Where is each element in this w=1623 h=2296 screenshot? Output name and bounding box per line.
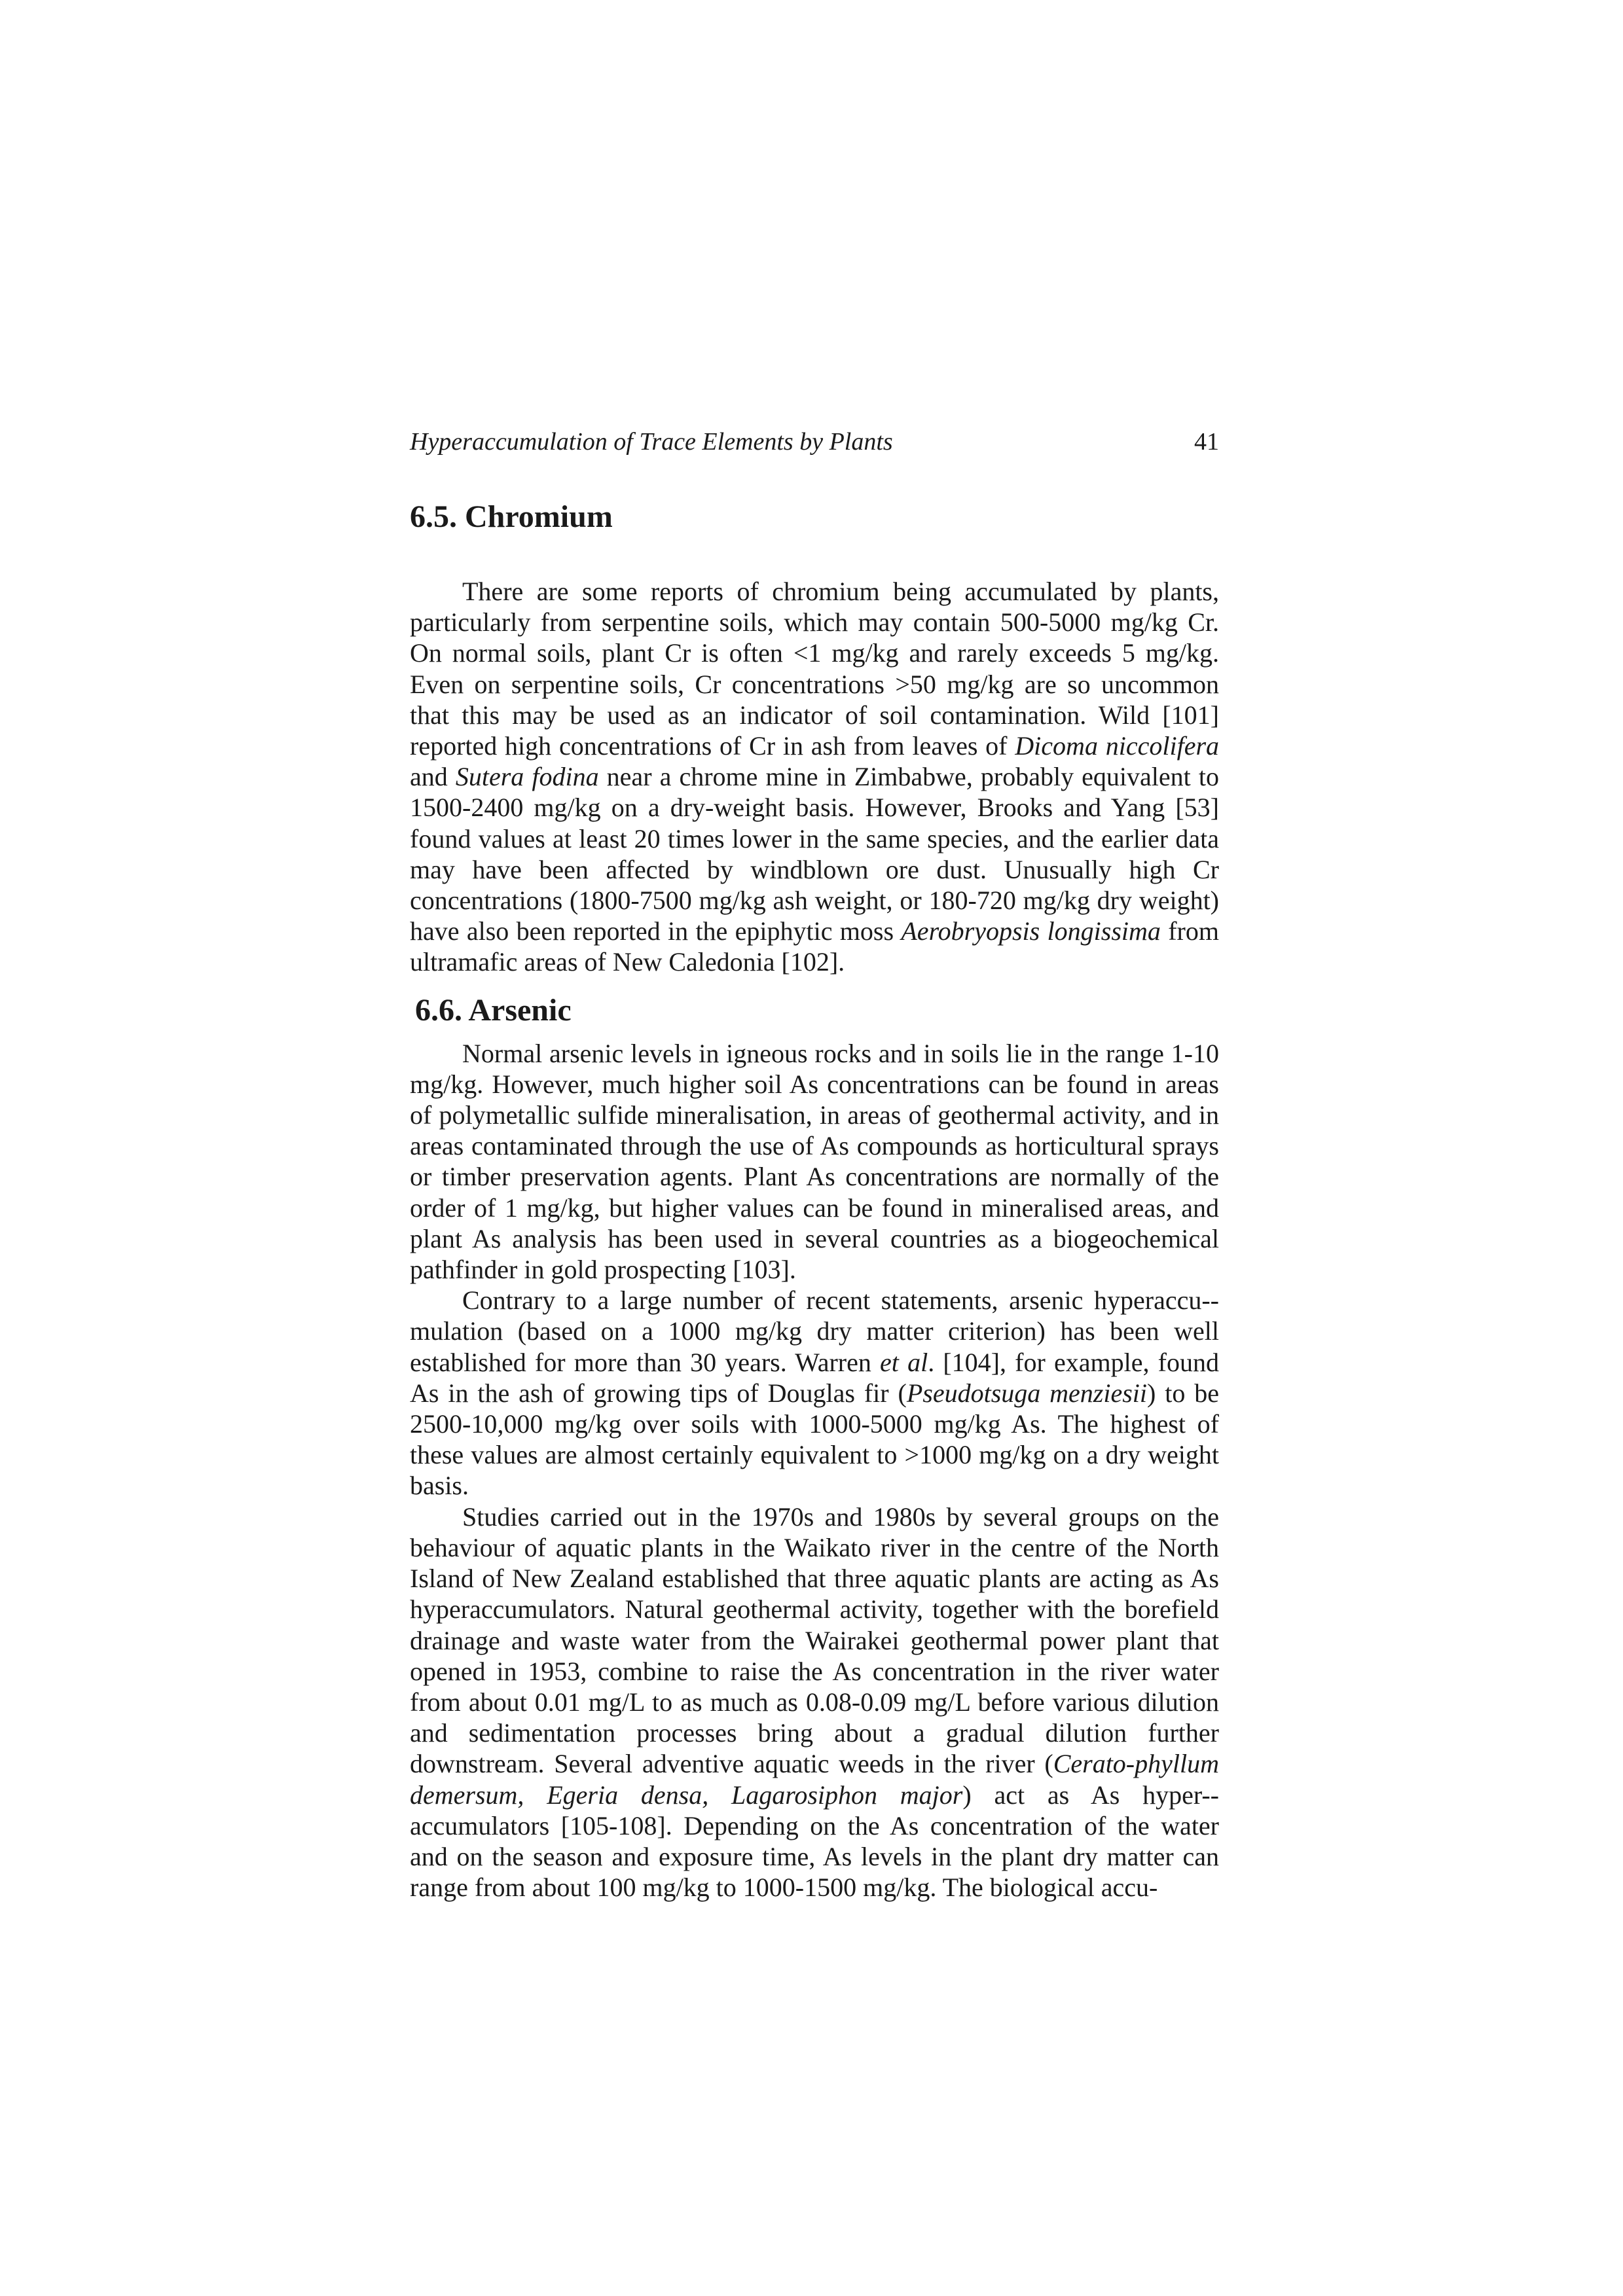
running-title: Hyperaccumulation of Trace Elements by Plants: [410, 428, 893, 456]
section-arsenic: [410, 992, 1219, 1903]
running-header: [410, 427, 1219, 457]
italic-text: et al: [880, 1347, 928, 1377]
text-run: near a chrome mine in Zimbabwe, probably equivalent to 1500-2400 mg/kg on a dry-weight basis. However, Brooks and Yang [53] found values at least 20 times lower in the same species, and the earlier data may have been affected by windblown ore dust. Unusually high Cr concentrations (1800-7500 mg/kg ash weight, or 180-720 mg/kg dry weight) have also been reported in the epiphytic moss: [410, 762, 1219, 946]
species-name: Aerobryopsis longissima: [901, 916, 1161, 946]
text-run: and: [410, 762, 456, 792]
species-name: Cerato-phyllum demersum, Egeria densa, Lagarosiphon major: [410, 1749, 1219, 1810]
section-heading-arsenic: 6.6. Arsenic: [415, 992, 572, 1028]
species-name: Sutera fodina: [455, 762, 599, 792]
paragraph-chromium-1: [410, 576, 1219, 978]
text-run: Contrary to a large number of recent statements, arsenic hyperaccu-mulation (based on a 1000 mg/kg dry matter criterion) has been well established for more than 30 years. Warren: [410, 1285, 1219, 1377]
text-run: ) act as As hyper-accumulators [105-108]. Depending on the As concentration of the water and on the season and exposure time, As levels in the plant dry matter can range from about 100 mg/kg to 1000-1500 mg/kg. The biological accu-: [410, 1780, 1219, 1903]
text-run: from ultramafic areas of New Caledonia [102].: [410, 916, 1219, 977]
species-name: Pseudotsuga menziesii: [906, 1378, 1148, 1408]
text-run: ) to be 2500-10,000 mg/kg over soils with 1000-5000 mg/kg As. The highest of these values are almost certainly equivalent to >1000 mg/kg on a dry weight basis.: [410, 1378, 1220, 1501]
paragraph-arsenic-1: Normal arsenic levels in igneous rocks and in soils lie in the range 1-10 mg/kg. However, much higher soil As concentrations can be found in areas of polymetallic sulfide mineralisation, in areas of geothermal activity, and in areas contaminated through the use of As compounds as horticultural sprays or timber preservation agents. Plant As concentrations are normally of the order of 1 mg/kg, but higher values can be found in mineralised areas, and plant As analysis has been used in several countries as a biogeochemical pathfinder in gold prospecting [103].: [410, 1038, 1219, 1285]
section-chromium: [410, 499, 1219, 978]
page-content: [410, 427, 1219, 1903]
page-number: 41: [1194, 428, 1219, 456]
paragraph-arsenic-2: [410, 1285, 1219, 1501]
section-heading-chromium: 6.5. Chromium: [410, 499, 613, 534]
species-name: Dicoma niccolifera: [1015, 731, 1220, 761]
text-run: . [104], for example, found As in the ash of growing tips of Douglas fir (: [410, 1347, 1219, 1408]
text-run: There are some reports of chromium being accumulated by plants, particularly from serpentine soils, which may contain 500-5000 mg/kg Cr. On normal soils, plant Cr is often <1 mg/kg and rarely exceeds 5 mg/kg. Even on serpentine soils, Cr concentrations >50 mg/kg are so uncommon that this may be used as an indicator of soil contamination. Wild [101] reported high concentrations of Cr in ash from leaves of: [410, 577, 1219, 761]
text-run: Studies carried out in the 1970s and 1980s by several groups on the behaviour of aquatic plants in the Waikato river in the centre of the North Island of New Zealand established that three aquatic plants are acting as As hyperaccumulators. Natural geothermal activity, together with the borefield drainage and waste water from the Wairakei geothermal power plant that opened in 1953, combine to raise the As concentration in the river water from about 0.01 mg/L to as much as 0.08-0.09 mg/L before various dilution and sedimentation processes bring about a gradual dilution further downstream. Several adventive aquatic weeds in the river (: [410, 1501, 1219, 1779]
paragraph-arsenic-3: [410, 1501, 1219, 1903]
